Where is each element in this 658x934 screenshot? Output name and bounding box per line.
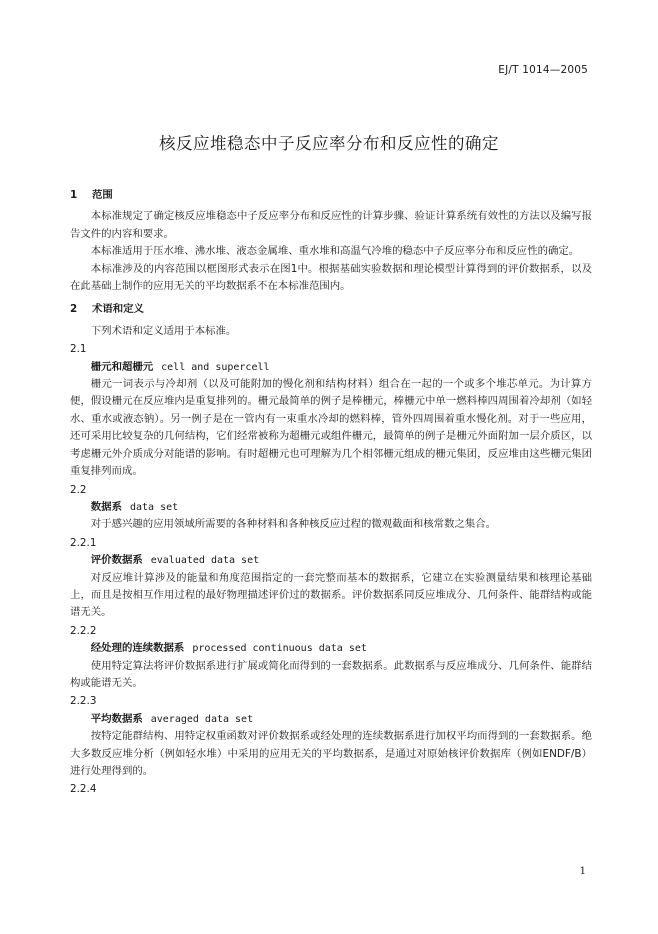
term-title (70, 640, 592, 657)
paragraph: 本标准涉及的内容范围以框图形式表示在图1中。根据基础实验数据和理论模型计算得到的评价数据系，以及在此基础上制作的应用无关的平均数据系不在本标准范围内。 (70, 262, 592, 293)
clause-number: 2.2 (70, 483, 87, 496)
page-number: 1 (579, 866, 586, 877)
document-body (70, 181, 592, 799)
document-title: 核反应堆稳态中子反应率分布和反应性的确定 (159, 134, 499, 153)
term-title (70, 711, 592, 728)
section-heading-scope (70, 187, 592, 204)
clause-number: 2.2.3 (70, 695, 97, 708)
section-title: 术语和定义 (92, 303, 144, 316)
term-cn: 经处理的连续数据系 (90, 642, 185, 655)
section-title: 范围 (92, 189, 113, 201)
clause-number: 2.2.1 (70, 536, 97, 549)
section-number: 2 (70, 303, 78, 316)
clause-number: 2.2.2 (70, 624, 97, 637)
clause-number: 2.2.4 (70, 783, 97, 796)
term-cn: 数据系 (90, 500, 122, 513)
section-heading-terms (70, 301, 592, 318)
term-cn: 平均数据系 (90, 712, 143, 725)
paragraph: 本标准适用于压水堆、沸水堆、液态金属堆、重水堆和高温气冷堆的稳态中子反应率分布和反应性的确定。 (90, 245, 580, 258)
term-en: cell and supercell (161, 361, 270, 373)
term-en: processed continuous data set (192, 643, 367, 655)
term-definition: 按特定能群结构、用特定权重函数对评价数据系或经处理的连续数据系进行加权平均而得到的一套数据系。绝大多数反应堆分析（例如轻水堆）中采用的应用无关的平均数据系，是通过对原始核评价数据库（例如ENDF/B）进行处理得到的。 (70, 730, 592, 777)
term-definition: 对于感兴趣的应用领域所需要的各种材料和各种核反应过程的微观截面和核常数之集合。 (90, 518, 497, 531)
term-cn: 评价数据系 (90, 554, 143, 567)
paragraph: 本标准规定了确定核反应堆稳态中子反应率分布和反应性的计算步骤、验证计算系统有效性的方法以及编写报告文件的内容和要求。 (70, 210, 592, 240)
term-title (70, 499, 592, 516)
paragraph: 下列术语和定义适用于本标准。 (90, 324, 237, 337)
term-en: averaged data set (150, 713, 254, 725)
term-cn: 栅元和超栅元 (90, 360, 154, 373)
standard-code: EJ/T 1014—2005 (498, 64, 588, 76)
term-definition: 使用特定算法将评价数据系进行扩展或简化而得到的一套数据系。此数据系与反应堆成分、几何条件、能群结构或能谱无关。 (70, 659, 592, 689)
term-en: data set (129, 501, 179, 513)
term-title (70, 359, 592, 376)
term-en: evaluated data set (150, 555, 260, 567)
term-title (70, 552, 592, 569)
clause-number: 2.1 (70, 343, 87, 356)
term-definition: 栅元一词表示与冷却剂（以及可能附加的慢化剂和结构材料）组合在一起的一个或多个堆芯单元。为计算方便，假设栅元在反应堆内是重复排列的。栅元最简单的例子是棒栅元，棒栅元中单一燃料棒四周围着冷却剂（如轻水、重水或液态钠）。另一例子是在一管内有一束重水冷却的燃料棒，管外四周围着重水慢化剂。对于一些应用，还可采用比较复杂的几何结构，它们经常被称为超栅元或组件栅元，最简单的例子是栅元外面附加一层介质区，以考虑栅元外介质成分对能谱的影响。有时超栅元也可理解为几个相邻栅元组成的栅元集团，反应堆由这些栅元集团重复排列而成。 (70, 378, 592, 478)
section-number: 1 (70, 189, 78, 201)
term-definition: 对反应堆计算涉及的能量和角度范围指定的一套完整而基本的数据系，它建立在实验测量结果和核理论基础上，而且是按相互作用过程的最好物理描述评价过的数据系。评价数据系同反应堆成分、几何条件、能群结构或能谱无关。 (70, 571, 592, 619)
